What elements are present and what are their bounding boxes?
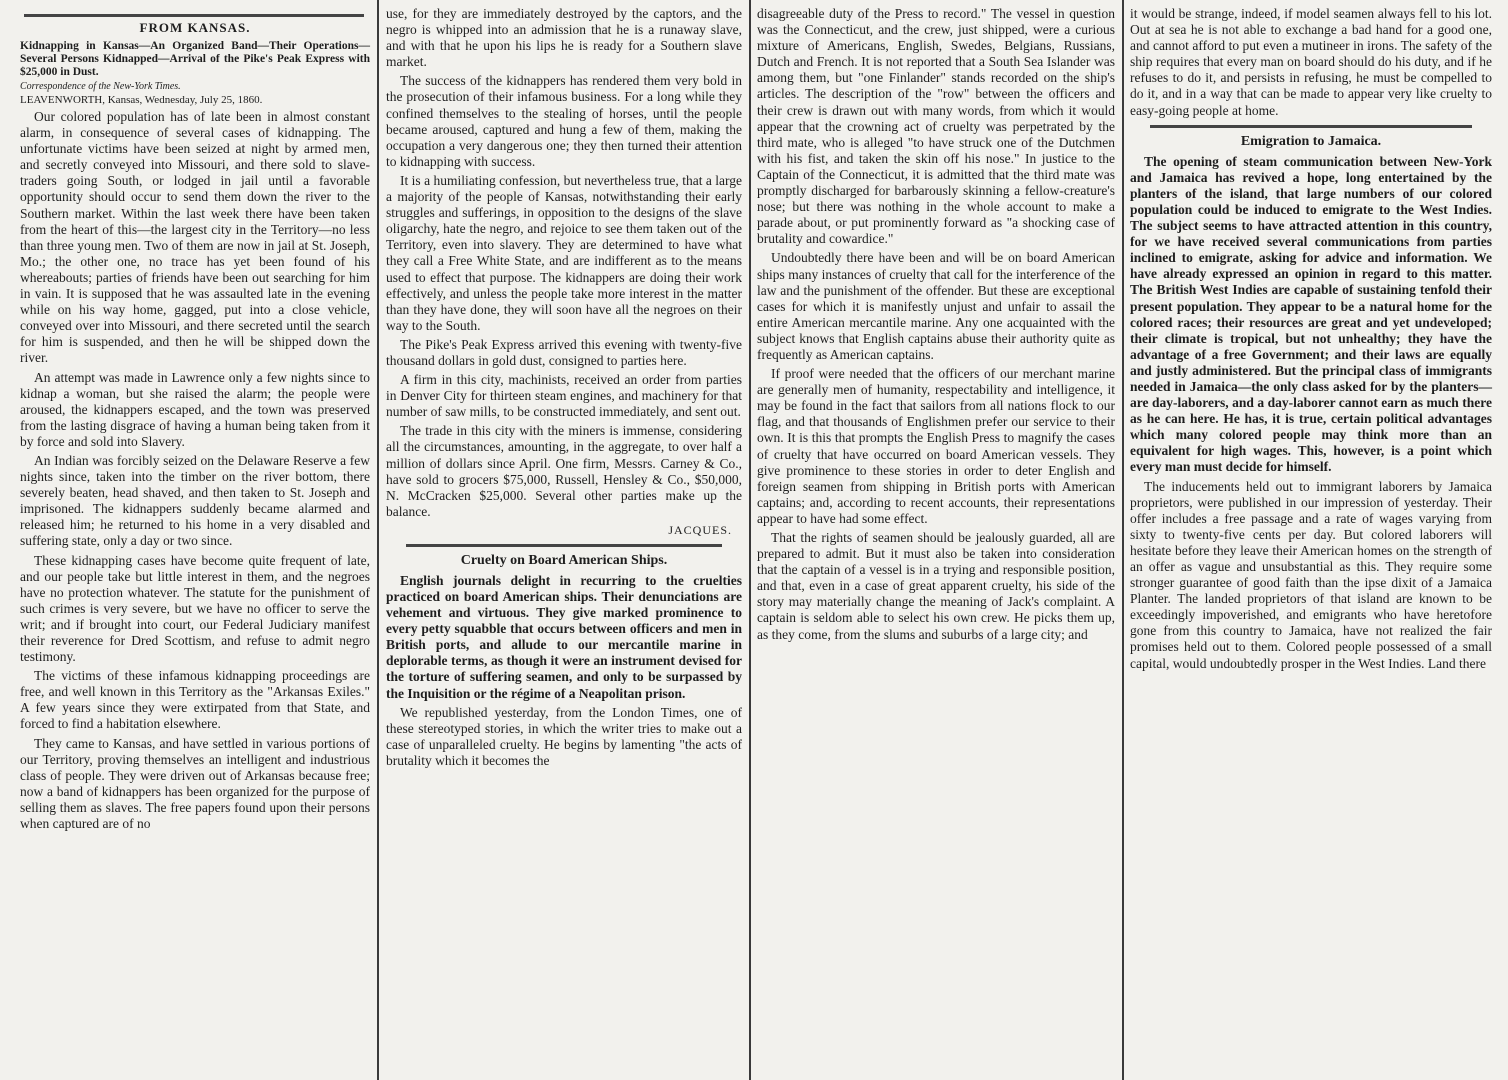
article-headline-from-kansas: FROM KANSAS. [139, 20, 251, 35]
paragraph: The inducements held out to immigrant laborers by Jamaica proprietors, were published in our impression of yesterday. Their offer includes a free passage and a rate of wages varying from sixty to twenty-five cents per day. But colored laborers will hesitate before they leave their American homes on the strength of an offer as vague and unsubstantial as this. They require some stronger guarantee of good faith than the ipse dixit of a Jamaica Planter. The landed proprietors of that island are known to be exceedingly impoverished, and emigrants who have heretofore gone from this country to Jamaica, have not realized the fair promises held out to them. Colored people possessed of a small capital, would undoubtedly prosper in the West Indies. Land there [1130, 478, 1492, 671]
paragraph: An Indian was forcibly seized on the Delaware Reserve a few nights since, taken into the timber on the river bottom, there severely beaten, head shaved, and then taken to St. Joseph and imprisoned. The kidnappers suddenly became alarmed and released him; he returned to his home in a very disabled and suffering state, only a day or two since. [20, 452, 370, 549]
paragraph: An attempt was made in Lawrence only a few nights since to kidnap a woman, but she raised the alarm; the people were aroused, the kidnappers escaped, and the town was preserved from the lasting disgrace of having a human being taken from it by force and sold into Slavery. [20, 369, 370, 449]
paragraph: The opening of steam communication between New-York and Jamaica has revived a hope, long entertained by the planters of the island, that large numbers of our colored population could be induced to emigrate to the West Indies. The subject seems to have attracted attention in this country, for we have received several communications from parties inclined to emigrate, asking for advice and information. We have already expressed an opinion in regard to this matter. The British West Indies are capable of sustaining tenfold their present population. They appear to be a natural home for the colored races; their resources are great and yet undeveloped; their climate is tropical, but not unhealthy; they have the advantage of a free Government; and their laws are equally and justly administered. But the principal class of immigrants needed in Jamaica—the only class asked for by the planters—are day-laborers, and a day-laborer cannot earn as much there as he can here. He has, it is true, certain political advantages which many colored people may think more than an equivalent for high wages. This, however, is a point which every man must decide for himself. [1130, 153, 1492, 475]
paragraph: If proof were needed that the officers of our merchant marine are generally men of humanity, respectability and intelligence, it may be found in the fact that sailors from all nations flock to our flag, and that thousands of Englishmen prefer our service to their own. It is this that prompts the English Press to magnify the cases of cruelty that have occurred on board American vessels. They give prominence to these stories in order to deter English and foreign seamen from shipping in British ports with American captains; and, according to recent accounts, their representations appear to have had some effect. [757, 366, 1115, 526]
column-3 [751, 0, 1121, 1080]
paragraph: use, for they are immediately destroyed by the captors, and the negro is whipped into an admission that he is a runaway slave, and with that he upon his lips he is ready for a Southern slave market. [386, 6, 742, 70]
article-headline-jamaica: Emigration to Jamaica. [1240, 133, 1382, 149]
dateline: LEAVENWORTH, Kansas, Wednesday, July 25, 1860. [20, 94, 263, 106]
article-subdeck: Kidnapping in Kansas—An Organized Band—Their Operations—Several Persons Kidnapped—Arrival of the Pike's Peak Express with $25,000 in Dust. [20, 40, 370, 78]
paragraph: These kidnapping cases have become quite frequent of late, and our people take but little interest in them, and the negroes have no protection whatever. The statute for the punishment of such crimes is very severe, but we have no officer to serve the writ; and if brought into court, our Federal Judiciary manifest their reverence for Dred Scottism, and refuse to admit negro testimony. [20, 552, 370, 665]
paragraph: We republished yesterday, from the London Times, one of these stereotyped stories, in which the writer tries to make out a case of unparalleled cruelty. He begins by lamenting "the acts of brutality which it becomes the [386, 704, 742, 768]
paragraph: The success of the kidnappers has rendered them very bold in the prosecution of their infamous business. For a long while they confined themselves to the stealing of horses, until the people became aroused, captured and hung a few of them, making the occupation a very dangerous one; they then turned their attention to kidnapping with success. [386, 73, 742, 169]
paragraph: A firm in this city, machinists, received an order from parties in Denver City for thirteen steam engines, and machinery for that number of saw mills, to be constructed immediately, and sent out. [386, 372, 742, 420]
paragraph: They came to Kansas, and have settled in various portions of our Territory, proving themselves an intelligent and industrious class of people. They were driven out of Arkansas because free; now a band of kidnappers has been organized for the purpose of selling them as slaves. The free papers found upon their persons when captured are of no [20, 735, 370, 832]
paragraph: disagreeable duty of the Press to record." The vessel in question was the Connecticut, and the crew, just shipped, were a curious mixture of Americans, English, Swedes, Belgians, Russians, Dutch and French. It is not reported that a South Sea Islander was among them, but "one Finlander" stands recorded on the ship's articles. The description of the "row" between the officers and their crew is drawn out with many words, from which it would appear that the crowning act of cruelty was perpetrated by the third mate, who is alleged "to have struck one of the Dutchmen with his fist, and taken the skin off his nose." In justice to the Captain of the Connecticut, it is admitted that the third mate was promptly discharged for barbarously skinning a fellow-creature's nose; but there was nothing in the whole account to make a parade about, or put prominently forward as "a shocking case of brutality and cowardice." [757, 6, 1115, 247]
paragraph: Our colored population has of late been in almost constant alarm, in consequence of several cases of kidnapping. The unfortunate victims have been seized at night by armed men, and secretly conveyed into Missouri, and there sold to slave-traders going South, or lodged in jail until a favorable opportunity should occur to send them down the river to the Southern market. Within the last week there have been taken from the heart of this—the largest city in the Territory—no less than three young men. Two of them are now in jail at St. Joseph, Mo.; the other one, no trace has yet been found of his whereabouts; parties of friends have been out searching for him in vain. It is supposed that he was assaulted late in the evening while on his way home, gagged, put into a close vehicle, conveyed over into Missouri, and there secreted until the search for him is suspended, and then he will be shipped down the river. [20, 109, 370, 366]
paragraph: That the rights of seamen should be jealously guarded, all are prepared to admit. But it must also be taken into consideration that the captain of a vessel is in a trying and responsible position, and that, even in a case of great apparent cruelty, his side of the story may materially change the meaning of Jack's complaint. A captain is seldom able to select his own crew. He picks them up, as they come, from the slums and suburbs of a large city; and [757, 530, 1115, 642]
paragraph: The Pike's Peak Express arrived this evening with twenty-five thousand dollars in gold dust, consigned to parties here. [386, 336, 742, 368]
column-4 [1124, 0, 1498, 1080]
paragraph: It is a humiliating confession, but nevertheless true, that a large a majority of the people of Kansas, notwithstanding their early struggles and sufferings, in opposition to the designs of the slave oligarchy, hate the negro, and rejoice to see them taken out of the Territory, even into slavery. They are determined to have what they call a Free White State, and are indifferent as to the means used to effect that purpose. The kidnappers are doing their work effectively, and unless the people take more interest in the matter than they have done, they will soon have all the negroes on their way to the South. [386, 172, 742, 333]
paragraph: it would be strange, indeed, if model seamen always fell to his lot. Out at sea he is not able to exchange a bad hand for a good one, and cannot afford to put even a mutineer in irons. The safety of the ship requires that every man on board should do his duty, and if he refuses to do it, and persists in refusing, he must be compelled to do it, and in a way that can be made to appear very like cruelty to easy-going people at home. [1130, 6, 1492, 118]
signature: JACQUES. [668, 522, 732, 537]
paragraph: Undoubtedly there have been and will be on board American ships many instances of cruelty that call for the interference of the law and the punishment of the offender. But these are exceptional cases for which it is manifestly unjust and unfair to assail the entire American mercantile marine. Any one acquainted with the subject knows that English captains abuse their authority quite as frequently as American captains. [757, 250, 1115, 362]
column-1 [14, 0, 376, 1080]
correspondent-credit: Correspondence of the New-York Times. [20, 81, 181, 92]
column-rule-1 [377, 0, 379, 1080]
paragraph: The victims of these infamous kidnapping proceedings are free, and well known in this Territory as the "Arkansas Exiles." A few years since they were extirpated from that State, and forced to find a habitation elsewhere. [20, 668, 370, 732]
column-2 [380, 0, 748, 1080]
section-divider [1150, 125, 1472, 128]
section-divider [406, 544, 722, 547]
paragraph: The trade in this city with the miners is immense, considering all the circumstances, amounting, in the aggregate, to over half a million of dollars since April. One firm, Messrs. Carney & Co., have sold to grocers $75,000, Russell, Hensley & Co., $50,000, N. McCracken $25,000. Several other parties make up the balance. [386, 423, 742, 519]
paragraph: English journals delight in recurring to the cruelties practiced on board American ships. Their denunciations are vehement and virtuous. They give marked prominence to every petty squabble that occurs between officers and men in British ports, and allude to our mercantile marine in deplorable terms, as though it were an instrument devised for the torture of suffering seamen, and only to be surpassed by the Inquisition or the régime of a Neapolitan prison. [386, 572, 742, 701]
article-headline-cruelty: Cruelty on Board American Ships. [460, 552, 668, 568]
